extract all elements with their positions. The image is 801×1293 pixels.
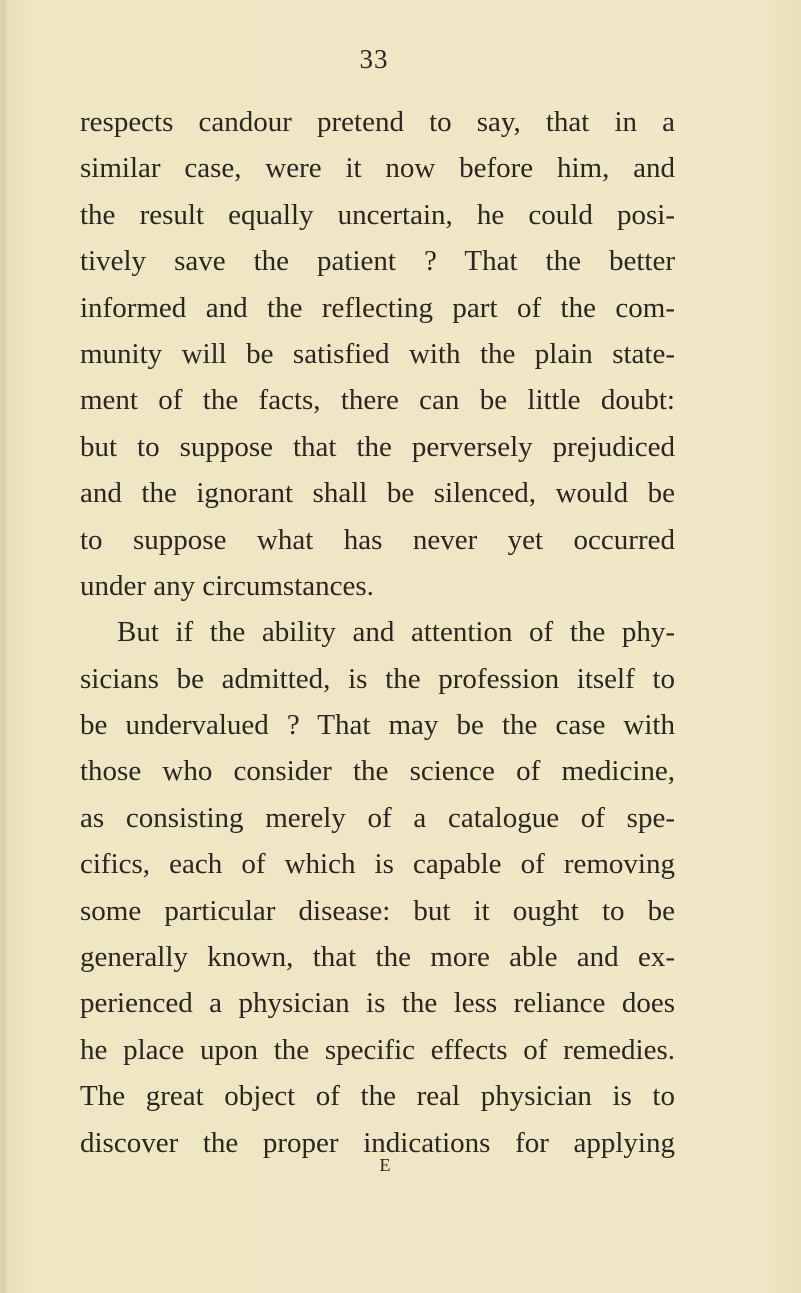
text-line: to suppose what has never yet occurred (80, 523, 675, 556)
text-line: ment of the facts, there can be little doubt: (80, 384, 675, 417)
text-line: The great object of the real physician is to (80, 1080, 675, 1113)
paragraph-end-line: under any circumstances. (80, 569, 374, 602)
text-line: he place upon the specific effects of remedies. (80, 1033, 675, 1066)
body-text (80, 99, 675, 1166)
text-line: some particular disease: but it ought to be (80, 894, 675, 927)
signature-mark: E (379, 1155, 391, 1175)
text-line: munity will be satisfied with the plain state- (80, 337, 675, 370)
text-line: those who consider the science of medicine, (80, 755, 675, 788)
text-line: tively save the patient ? That the better (80, 245, 675, 278)
text-line: sicians be admitted, is the profession itself to (80, 662, 675, 695)
paragraph-start-line: But if the ability and attention of the phy- (117, 616, 675, 649)
text-line: as consisting merely of a catalogue of spe- (80, 801, 675, 834)
text-line: respects candour pretend to say, that in a (80, 106, 675, 138)
text-line: discover the proper indications for applying (80, 1126, 675, 1159)
text-line: informed and the reflecting part of the com- (80, 291, 675, 324)
text-line: generally known, that the more able and ex- (80, 941, 675, 974)
page-number: 33 (359, 44, 389, 74)
text-line: and the ignorant shall be silenced, would be (80, 477, 675, 510)
text-line: but to suppose that the perversely prejudiced (80, 430, 675, 463)
text-line: perienced a physician is the less reliance does (80, 987, 675, 1020)
page-edge-shadow (0, 0, 6, 1293)
text-line: cifics, each of which is capable of removing (80, 848, 675, 881)
text-line: be undervalued ? That may be the case with (80, 709, 675, 742)
text-line: the result equally uncertain, he could posi- (80, 198, 675, 231)
text-line: similar case, were it now before him, and (80, 152, 675, 185)
